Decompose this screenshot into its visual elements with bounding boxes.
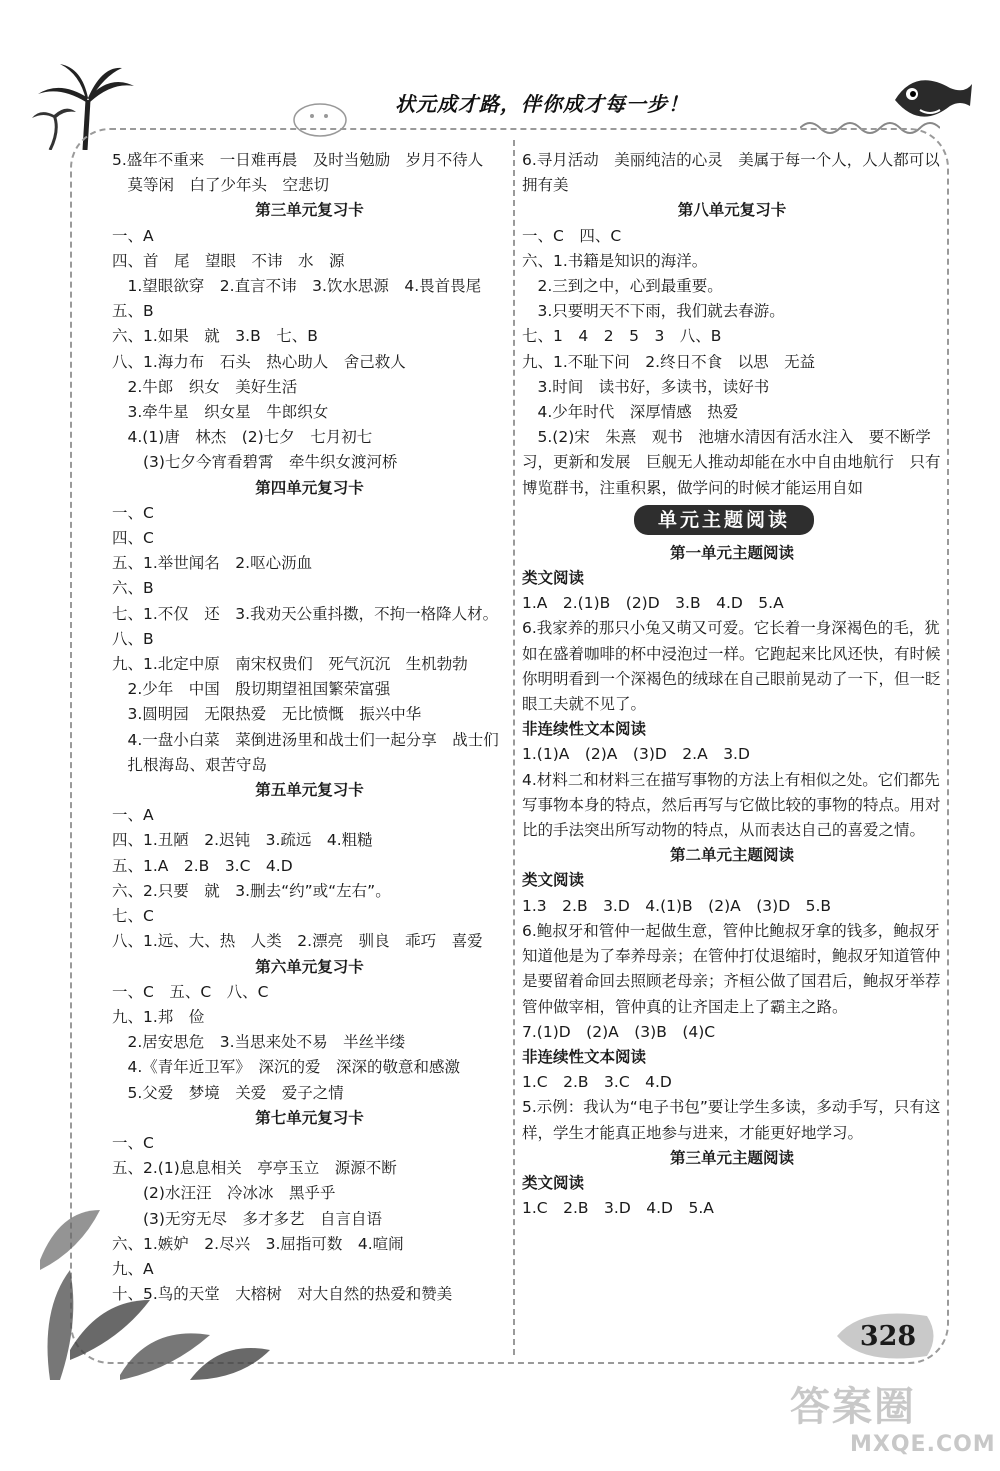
leaves-icon — [40, 1150, 280, 1380]
section-title: 第二单元主题阅读 — [669, 846, 794, 865]
answer-paragraph: 5.示例：我认为“电子书包”要让学生多读，多动手写，只有这样，学生才能真正地参与进来，才能更好地学习。 — [522, 1098, 941, 1142]
answer-line: 7.(1)D (2)A (3)B (4)C — [522, 1022, 716, 1041]
answer-line: 九、1.不耻下问 2.终日不食 以思 无益 — [522, 352, 816, 371]
answer-line: 4.一盘小白菜 菜倒进汤里和战士们一起分享 战士们 — [112, 730, 499, 749]
answer-line: 六、2.只要 就 3.删去“约”或“左右”。 — [112, 881, 391, 900]
watermark — [790, 1375, 996, 1457]
answer-line: 2.三到之中，心到最重要。 — [522, 277, 723, 296]
subsection-label: 非连续性文本阅读 — [522, 720, 647, 739]
answer-line: 九、1.邦 俭 — [112, 1007, 205, 1026]
answer-line: 4.(1)唐 林杰 (2)七夕 七月初七 — [112, 428, 373, 447]
answer-line: 1.望眼欲穿 2.直言不讳 3.饮水思源 4.畏首畏尾 — [112, 277, 482, 296]
answer-line: 4.《青年近卫军》 深沉的爱 深深的敬意和感激 — [112, 1058, 461, 1077]
answer-line: (3)七夕今宵看碧霄 牵牛织女渡河桥 — [112, 453, 398, 472]
answer-paragraph: 6.寻月活动 美丽纯洁的心灵 美属于每一个人，人人都可以拥有美 — [522, 151, 940, 195]
section-title: 第七单元复习卡 — [255, 1108, 364, 1127]
answer-line: 1.(1)A (2)A (3)D 2.A 3.D — [522, 745, 750, 764]
section-title: 第八单元复习卡 — [677, 201, 787, 220]
page-number: 328 — [859, 1321, 917, 1352]
answer-line: 六、1.如果 就 3.B 七、B — [112, 327, 318, 346]
answer-line: 四、首 尾 望眼 不讳 水 源 — [112, 251, 345, 270]
section-banner — [634, 505, 814, 535]
answer-paragraph: 6.鲍叔牙和管仲一起做生意，管仲比鲍叔牙拿的钱多，鲍叔牙知道他是为了奉养母亲；在管仲打仗退缩时，鲍叔牙知道管仲是要留着命回去照顾老母亲；齐桓公做了国君后，鲍叔牙举荐管仲做宰相，管仲真的让齐国走上了霸主之路。 — [522, 921, 941, 1016]
answer-line: 1.A 2.(1)B (2)D 3.B 4.D 5.A — [522, 594, 784, 613]
answer-line: 1.C 2.B 3.C 4.D — [522, 1073, 672, 1092]
answer-line: 一、C — [112, 503, 154, 522]
answer-line: 扎根海岛、艰苦守岛 — [112, 755, 268, 774]
section-title: 第六单元复习卡 — [255, 957, 364, 976]
section-title: 第四单元复习卡 — [255, 478, 364, 497]
column-divider — [513, 140, 515, 1355]
answer-line: 五、1.举世闻名 2.呕心沥血 — [112, 554, 313, 573]
section-title: 第一单元主题阅读 — [669, 543, 794, 562]
answer-line: 3.时间 读书好，多读书，读好书 — [522, 377, 770, 396]
section-title: 第三单元复习卡 — [255, 201, 364, 220]
answer-line: 五、B — [112, 302, 154, 321]
answer-line: 2.居安思危 3.当思来处不易 半丝半缕 — [112, 1033, 406, 1052]
answer-line: 一、A — [112, 226, 154, 245]
right-column — [522, 148, 942, 1221]
answer-line: 四、1.丑陋 2.迟钝 3.疏远 4.粗糙 — [112, 831, 373, 850]
answer-line: 六、B — [112, 579, 154, 598]
answer-line: 七、1 4 2 5 3 八、B — [522, 327, 722, 346]
answer-line: 五、2.(1)息息相关 亭亭玉立 源源不断 — [112, 1159, 397, 1178]
answer-line: 八、1.海力布 石头 热心助人 舍己救人 — [112, 352, 406, 371]
answer-line: 3.圆明园 无限热爱 无比愤慨 振兴中华 — [112, 705, 422, 724]
watermark-line1: 答案圈 — [790, 1384, 916, 1430]
section-banner-label: 单元主题阅读 — [657, 508, 790, 531]
answer-line: (2)水汪汪 冷冰冰 黑乎乎 — [112, 1184, 336, 1203]
subsection-label: 非连续性文本阅读 — [522, 1047, 647, 1066]
answer-line: (3)无穷无尽 多才多艺 自言自语 — [112, 1209, 382, 1228]
answer-line: 九、A — [112, 1259, 154, 1278]
answer-paragraph: 5.(2)宋 朱熹 观书 池塘水清因有活水注入 要不断学习，更新和发展 巨舰无人推动却能在水中自由地航行 只有博览群书，注重积累，做学问的时候才能运用自如 — [522, 428, 941, 497]
answer-line: 2.少年 中国 殷切期望祖国繁荣富强 — [112, 680, 391, 699]
answer-line: 六、1.书籍是知识的海洋。 — [522, 251, 708, 270]
answer-line: 一、C 五、C 八、C — [112, 982, 269, 1001]
answer-line: 1.3 2.B 3.D 4.(1)B (2)A (3)D 5.B — [522, 896, 832, 915]
answer-line: 一、C 四、C — [522, 226, 622, 245]
answer-line: 一、A — [112, 806, 154, 825]
answer-line: 八、1.远、大、热 人类 2.漂亮 驯良 乖巧 喜爱 — [112, 932, 483, 951]
answer-paragraph: 4.材料二和材料三在描写事物的方法上有相似之处。它们都先写事物本身的特点，然后再写与它做比较的事物的特点。用对比的手法突出所写动物的特点，从而表达自己的喜爱之情。 — [522, 770, 941, 840]
answer-line: 七、C — [112, 907, 154, 926]
answer-line: 5.盛年不重来 一日难再晨 及时当勉励 岁月不待人 — [112, 151, 484, 169]
section-title: 第五单元复习卡 — [255, 781, 364, 800]
answer-line: 4.少年时代 深厚情感 热爱 — [522, 403, 739, 422]
answer-line: 四、C — [112, 529, 154, 548]
subsection-label: 类文阅读 — [522, 1173, 585, 1192]
answer-line: 莫等闲 白了少年头 空悲切 — [112, 176, 330, 195]
answer-line: 九、1.北定中原 南宋权贵们 死气沉沉 生机勃勃 — [112, 655, 468, 674]
subsection-label: 类文阅读 — [522, 871, 585, 890]
answer-line: 六、1.嫉妒 2.尽兴 3.屈指可数 4.喧闹 — [112, 1234, 404, 1253]
answer-line: 八、B — [112, 629, 154, 648]
answer-line: 1.C 2.B 3.D 4.D 5.A — [522, 1199, 714, 1218]
answer-line: 3.牵牛星 织女星 牛郎织女 — [112, 403, 329, 422]
answer-line: 3.只要明天不下雨，我们就去春游。 — [522, 302, 785, 321]
answer-line: 七、1.不仅 还 3.我劝天公重抖擞，不拘一格降人材。 — [112, 604, 499, 623]
header-slogan: 状元成才路，伴你成才每一步！ — [395, 92, 689, 116]
answer-line: 2.牛郎 织女 美好生活 — [112, 377, 298, 396]
answer-paragraph: 6.我家养的那只小兔又萌又可爱。它长着一身深褐色的毛，犹如在盛着咖啡的杯中浸泡过一样。它跑起来比风还快，有时候你明明看到一个深褐色的绒球在自己眼前晃动了一下，但一眨眼工夫就不见了。 — [522, 619, 941, 714]
answer-line: 五、1.A 2.B 3.C 4.D — [112, 856, 293, 875]
left-column — [112, 148, 507, 1307]
answer-line: 十、5.鸟的天堂 大榕树 对大自然的热爱和赞美 — [112, 1285, 453, 1304]
answer-line: 5.父爱 梦境 关爱 爱子之情 — [112, 1083, 344, 1102]
subsection-label: 类文阅读 — [522, 569, 585, 588]
section-title: 第三单元主题阅读 — [669, 1148, 794, 1167]
answer-line: 一、C — [112, 1133, 154, 1152]
watermark-line2: MXQE.COM — [850, 1432, 996, 1457]
